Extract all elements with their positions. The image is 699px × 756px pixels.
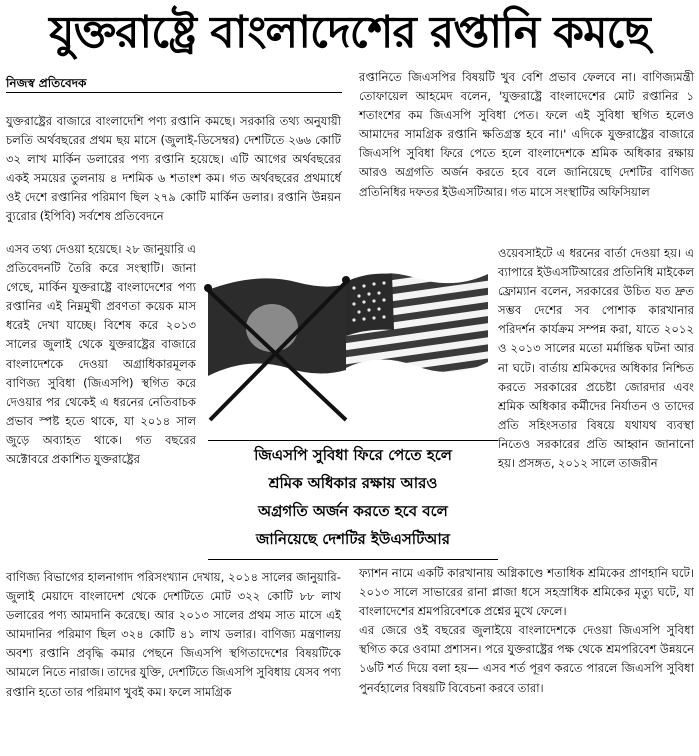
column-2-bottom-paragraph-1: ফ্যাশন নামে একটি কারখানায় অগ্নিকাণ্ডে শতাধিক শ্রমিকের প্রাণহানি ঘটে। ২০১৩ সালে সাভারের রানা প্লাজা ধসে সহস্রাধিক শ্রমিকের মৃত্যু ঘটে, যা বাংলাদেশের শ্রমপরিবেশকে প্রশ্নের মুখে ফেলে। [359,566,694,619]
us-flag [346,273,488,372]
headline: যুক্তরাষ্ট্রে বাংলাদেশের রপ্তানি কমছে [49,7,650,58]
bangladesh-flag [208,278,346,376]
column-2-top-text [359,68,694,244]
column-1-bottom-paragraph: বাণিজ্য বিভাগের হালনাগাদ পরিসংখ্যান দেখায়, ২০১৪ সালের জানুয়ারি-জুলাই মেয়াদে বাংলাদেশ থেকে দেশটিতে মোট ৩২২ কোটি ৮৮ লাখ ডলারের পণ্য আমদানি করেছে। আর ২০১৩ সালের প্রথম সাত মাসে এই আমদানির পরিমাণ ছিল ৩২৪ কোটি ৪১ লাখ ডলার। বাণিজ্য মন্ত্রণালয় অবশ্য রপ্তানি প্রবৃদ্ধি কমার পেছনে জিএসপি স্থগিতাদেশের বিষয়টিকে আমলে নিতে নারাজ। তাদের যুক্তি, দেশটিতে জিএসপি সুবিধায় যেসব পণ্য রপ্তানি হতো তার পরিমাণ খুবই কম। ফলে সামগ্রিক [6,570,341,699]
column-1-top-paragraph: যুক্তরাষ্ট্রের বাজারে বাংলাদেশি পণ্য রপ্তানি কমছে। সরকারি তথ্য অনুযায়ী চলতি অর্থবছরের প্রথম ছয় মাসে (জুলাই-ডিসেম্বর) দেশটিতে ২৬৬ কোটি ৩২ লাখ মার্কিন ডলারের পণ্য রপ্তানি হয়েছে। এটি আগের অর্থবছরের একই সময়ের তুলনায় ৪ দশমিক ৬ শতাংশ কম। গত অর্থবছরের প্রথমার্ধে ওই দেশে রপ্তানির পরিমাণ ছিল ২৭৯ কোটি মার্কিন ডলার। রপ্তানি উন্নয়ন ব্যুরোর (ইপিবি) সর্বশেষ প্রতিবেদনে [6,114,341,224]
column-2-wrap-paragraph: ওয়েবসাইটে এ ধরনের বার্তা দেওয়া হয়। এ ব্যাপারে ইউএসটিআরের প্রতিনিধি মাইকেল ফ্রোম্যান বলেন, সরকারের উচিত যত দ্রুত সম্ভব দেশের সব পোশাক কারখানার পরিদর্শন কার্যক্রম সম্পন্ন করা, যাতে ২০১২ ও ২০১৩ সালের মতো মর্মান্তিক ঘটনা আর না ঘটে। বার্তায় শ্রমিকদের অধিকার নিশ্চিত করতে সরকারের প্রচেষ্টা জোরদার এবং শ্রমিক অধিকার কর্মীদের নির্যাতন ও তাদের প্রতি সহিংসতার বিষয়ে যথাযথ ব্যবস্থা নিতেও সরকারের প্রতি আহ্বান জানানো হয়। প্রসঙ্গত, ২০১২ সালে তাজরীন [498,246,694,471]
column-1-wrap-text [6,240,196,568]
column-2-wrap-text [498,244,694,564]
pull-quote-line-2: শ্রমিক অধিকার রক্ষায় আরও [268,474,438,492]
column-1-wrap-paragraph: এসব তথ্য দেওয়া হয়েছে। ২৮ জানুয়ারি এ প্রতিবেদনটি তৈরি করে সংস্থাটি। জানা গেছে, মার্কিন যুক্তরাষ্ট্রে বাংলাদেশের পণ্য রপ্তানির এই নিম্নমুখী প্রবণতা কয়েক মাস ধরেই দেখা যাচ্ছে। বিশেষ করে ২০১৩ সালের জুলাই থেকে যুক্তরাষ্ট্রের বাজারে বাংলাদেশকে দেওয়া অগ্রাধিকারমূলক বাণিজ্য সুবিধা (জিএসপি) স্থগিত করে দেওয়ার পর থেকেই এ ধরনের নেতিবাচক প্রভাব স্পষ্ট হতে থাকে, যা ২০১৪ সাল জুড়ে অব্যাহত থাকে। গত বছরের অক্টোবরে প্রকাশিত যুক্তরাষ্ট্রের [6,242,196,467]
bangladesh-flag-disc [246,304,298,352]
bangladesh-pole-finial [204,284,212,292]
pull-quote-line-1: জিএসপি সুবিধা ফিরে পেতে হলে [254,446,452,464]
pull-quote [208,440,498,560]
column-2-bottom-paragraph-2: এর জেরে ওই বছরের জুলাইয়ে বাংলাদেশকে দেওয়া জিএসপি সুবিধা স্থগিত করে ওবামা প্রশাসন। পরে যুক্তরাষ্ট্রের পক্ষ থেকে শ্রমপরিবেশ উন্নয়নে ১৬টি শর্ত দিয়ে বলা হয়— এসব শর্ত পূরণ করতে পারলে জিএসপি সুবিধা পুনর্বহালের বিষয়টি বিবেচনা করবে তারা। [359,623,694,695]
column-2-bottom-text [359,564,694,748]
column-2-top-paragraph: রপ্তানিতে জিএসপির বিষয়টি খুব বেশি প্রভাব ফেলবে না। বাণিজ্যমন্ত্রী তোফায়েল আহমেদ বলেন, 'যুক্তরাষ্ট্রে বাংলাদেশের মোট রপ্তানির ১ শতাংশের কম জিএসপি সুবিধা পেত। ফলে এই সুবিধা স্থগিত হলেও আমাদের সামগ্রিক রপ্তানি ক্ষতিগ্রস্ত হবে না।' এদিকে যুক্তরাষ্ট্রের বাজারে জিএসপি সুবিধা ফিরে পেতে হলে বাংলাদেশকে শ্রমিক অধিকার রক্ষায় আরও অগ্রগতি অর্জন করতে হবে বলে জানিয়েছে দেশটির বাণিজ্য প্রতিনিধির দফতর ইউএসটিআর। গত মাসে সংস্থাটির অফিসিয়াল [359,70,694,199]
column-1-bottom-text [6,568,341,750]
crossed-flags-image [196,244,496,422]
column-1-top-text [6,112,341,240]
pull-quote-line-3: অগ্রগতি অর্জন করতে হবে বলে [258,502,448,520]
crossed-flags-icon [196,244,496,422]
pull-quote-line-4: জানিয়েছে দেশটির ইউএসটিআর [255,530,450,548]
us-pole-finial [342,276,350,284]
byline: নিজস্ব প্রতিবেদক [6,74,342,93]
